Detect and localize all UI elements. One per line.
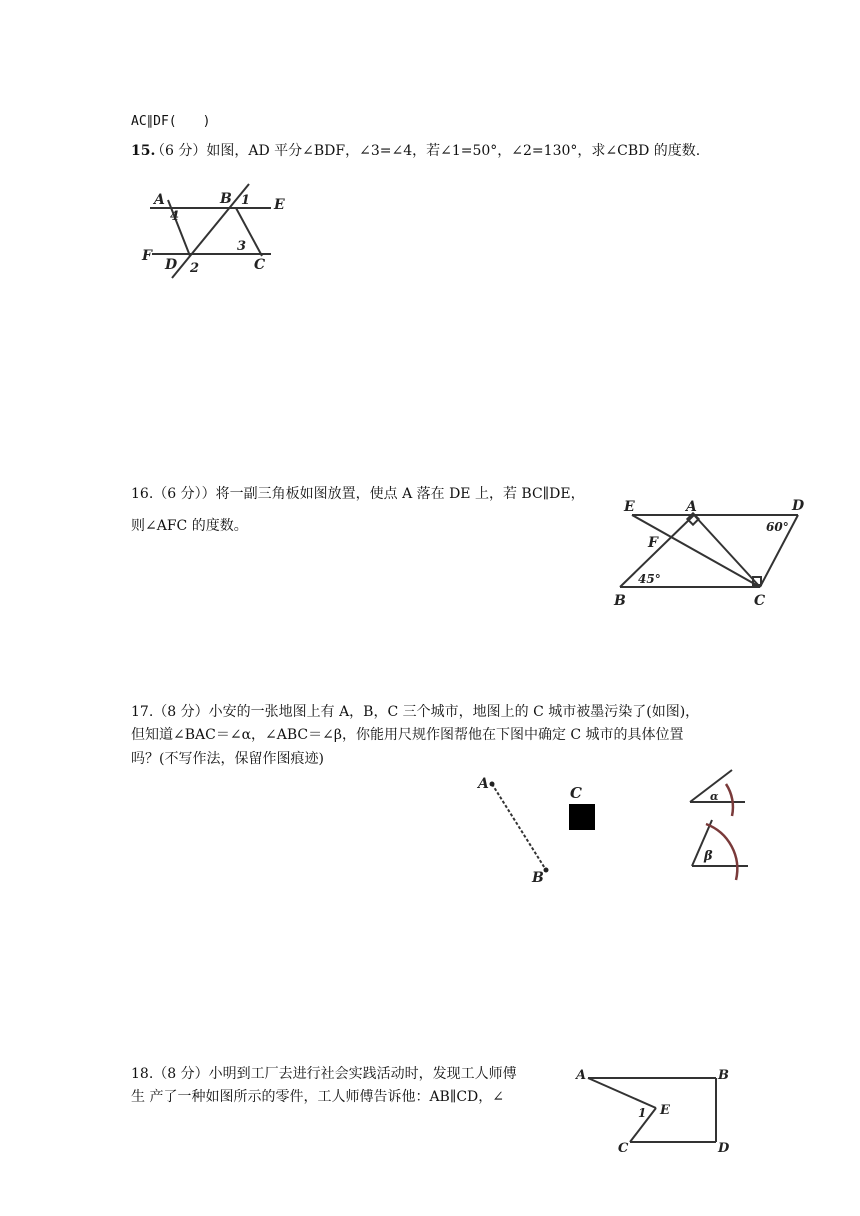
q17-ink-blot bbox=[569, 804, 595, 830]
q17-angle-beta: β bbox=[704, 849, 713, 864]
q15-label-c: C bbox=[254, 257, 266, 273]
q15-label-a: A bbox=[154, 192, 165, 208]
q15-label-b: B bbox=[220, 191, 232, 207]
q16-angle-60: 60° bbox=[766, 520, 789, 534]
q16-angle-45: 45° bbox=[638, 572, 661, 586]
q15-figure bbox=[138, 180, 288, 280]
q17-text-line2: 但知道∠BAC＝∠α，∠ABC＝∠β，你能用尺规作图帮他在下图中确定 C 城市的具体位置 bbox=[131, 727, 684, 743]
q16-label-b: B bbox=[614, 593, 626, 609]
q15-label-f: F bbox=[142, 248, 152, 264]
q15-label-4: 4 bbox=[170, 209, 180, 224]
q18-label-b: B bbox=[718, 1068, 729, 1083]
q15-label-d: D bbox=[165, 257, 178, 273]
q18-text-line2: 生 产了一种如图所示的零件，工人师傅告诉他：AB∥CD，∠ bbox=[131, 1089, 504, 1105]
q18-label-e: E bbox=[660, 1103, 670, 1118]
q16-label-a: A bbox=[686, 499, 697, 515]
q15-label-2: 2 bbox=[190, 261, 200, 276]
q17-text-line1: 17.（8 分）小安的一张地图上有 A，B，C 三个城市，地图上的 C 城市被墨污染了(如图)， bbox=[131, 704, 700, 720]
q15-label-e: E bbox=[274, 197, 285, 213]
q16-label-e: E bbox=[624, 499, 635, 515]
q16-text-line1: 16.（6 分））将一副三角板如图放置，使点 A 落在 DE 上，若 BC∥DE， bbox=[131, 486, 585, 502]
q16-label-d: D bbox=[792, 498, 805, 514]
q16-label-c: C bbox=[754, 593, 766, 609]
q17-label-c: C bbox=[570, 784, 582, 802]
q17-text-line3: 吗？(不写作法，保留作图痕迹) bbox=[131, 751, 324, 767]
q17-label-b: B bbox=[532, 870, 544, 886]
q17-angle-alpha: α bbox=[710, 790, 719, 803]
q18-text-line1: 18.（8 分）小明到工厂去进行社会实践活动时，发现工人师傅 bbox=[131, 1066, 517, 1082]
previous-question-tail: AC∥DF( ) bbox=[131, 114, 211, 129]
q18-label-a: A bbox=[576, 1068, 587, 1083]
q18-label-c: C bbox=[618, 1141, 629, 1156]
q16-label-f: F bbox=[648, 535, 658, 551]
q15-number: 15. bbox=[131, 143, 156, 159]
q17-figure bbox=[470, 770, 770, 890]
q15-label-3: 3 bbox=[237, 239, 247, 254]
q18-label-1: 1 bbox=[638, 1106, 647, 1120]
q18-figure bbox=[572, 1064, 742, 1160]
q18-label-d: D bbox=[718, 1141, 730, 1156]
q15-label-1: 1 bbox=[241, 193, 251, 208]
q16-figure bbox=[610, 495, 810, 613]
q15-text: （6 分）如图，AD 平分∠BDF，∠3=∠4，若∠1=50°，∠2=130°，求∠CBD 的度数. bbox=[151, 143, 701, 159]
q17-label-a: A bbox=[478, 776, 489, 792]
q16-text-line2: 则∠AFC 的度数。 bbox=[131, 518, 248, 534]
